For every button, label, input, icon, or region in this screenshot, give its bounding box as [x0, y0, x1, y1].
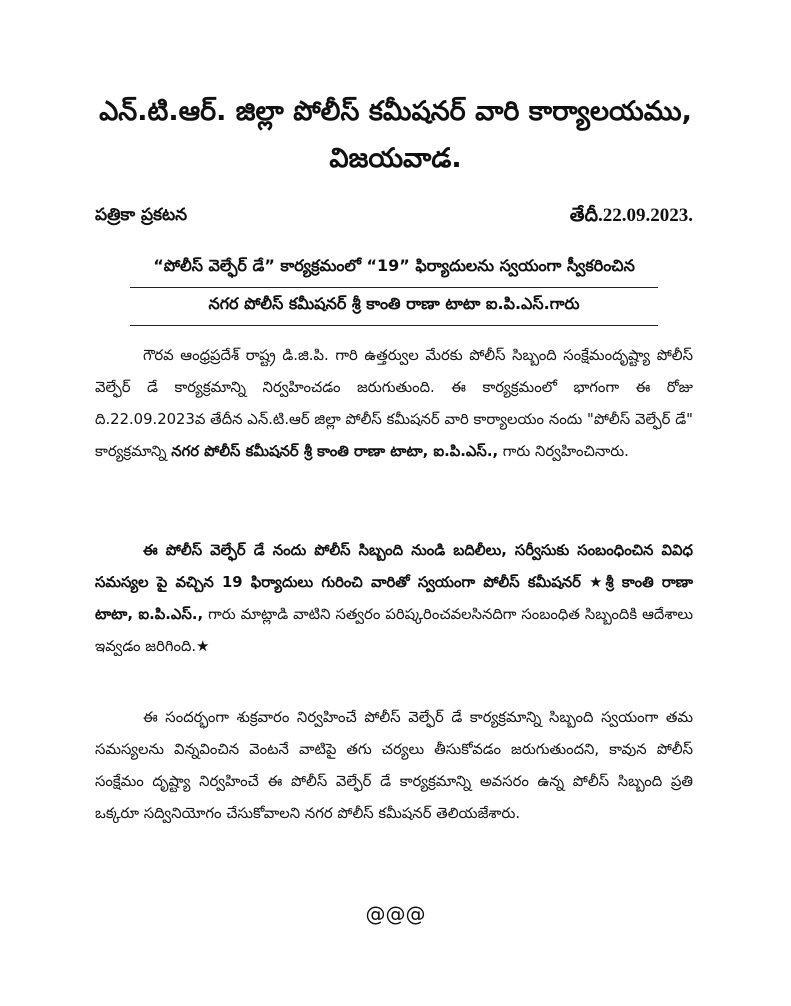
release-date: తేదీ.22.09.2023.	[569, 205, 693, 226]
paragraph-2	[95, 535, 693, 663]
headline-line-1: “పోలీస్ వెల్ఫేర్ డే” కార్యక్రమంలో “19” ఫిర్యాదులను స్వయంగా స్వీకరించిన	[153, 256, 635, 275]
meta-row	[95, 205, 693, 231]
paragraph-3-text: ఈ సందర్భంగా శుక్రవారం నిర్వహించే పోలీస్ వెల్ఫేర్ డే కార్యక్రమాన్ని సిబ్బంది స్వయంగా తమ సమస్యలను విన్నవించిన వెంటనే వాటిపై తగు చర్యలు తీసుకోవడం జరుగుతుందని, కావున పోలీస్ సంక్షేమం దృష్ట్యా నిర్వహించే ఈ పోలీస్ వెల్ఫేర్ డే కార్యక్రమాన్ని అవసరం ఉన్న పోలీస్ సిబ్బంది ప్రతి ఒక్కరూ సద్వినియోగం చేసుకోవాలని నగర పోలీస్ కమీషనర్ తెలియజేశారు.	[95, 709, 693, 822]
headline	[95, 250, 693, 326]
paragraph-1-tail: గారు నిర్వహించినారు.	[498, 443, 629, 460]
paragraph-2-bold: ఈ పోలీస్ వెల్ఫేర్ డే నందు పోలీస్ సిబ్బంది నుండి బదిలీలు, సర్వీసుకు సంబంధించిన వివిధ సమస్యల పై వచ్చిన 19 ఫిర్యాదులు గురించి వారితో స్వయంగా పోలీస్ కమీషనర్ ★శ్రీ కాంతి రాణా టాటా, ఐ.పి.ఎస్.,	[95, 542, 693, 623]
end-mark: @@@	[365, 902, 426, 926]
paragraph-1	[95, 340, 693, 468]
press-release-label: పత్రికా ప్రకటన	[95, 205, 188, 225]
paragraph-3	[95, 702, 693, 830]
paragraph-1-text: గౌరవ ఆంధ్రప్రదేశ్ రాష్ట్ర డి.జి.పి. గారి ఉత్తర్వుల మేరకు పోలీస్ సిబ్బంది సంక్షేమందృష్ట్యా పోలీస్ వెల్ఫేర్ డే కార్యక్రమాన్ని నిర్వహించడం జరుగుతుంది. ఈ కార్యక్రమంలో భాగంగా ఈ రోజు ది.22.09.2023వ తేదీన ఎన్.టి.ఆర్ జిల్లా పోలీస్ కమీషనర్ వారి కార్యాలయం నందు "పోలీస్ వెల్ఫేర్ డే" కార్యక్రమాన్ని	[95, 347, 693, 460]
headline-line-2: నగర పోలీస్ కమీషనర్ శ్రీ కాంతి రాణా టాటా ఐ.పి.ఎస్.గారు	[208, 294, 580, 313]
paragraph-2-tail: గారు మాట్లాడి వాటిని సత్వరం పరిష్కరించవలసినదిగా సంబంధిత సిబ్బందికి ఆదేశాలు ఇవ్వడం జరిగింది.★	[95, 606, 694, 655]
city-title: విజయవాడ.	[329, 143, 462, 174]
office-title: ఎన్.టి.ఆర్. జిల్లా పోలీస్ కమీషనర్ వారి కార్యాలయము,	[99, 96, 692, 127]
headline-underline	[130, 325, 658, 326]
paragraph-1-bold: నగర పోలీస్ కమీషనర్ శ్రీ కాంతి రాణా టాటా, ఐ.పి.ఎస్.,	[171, 443, 499, 460]
